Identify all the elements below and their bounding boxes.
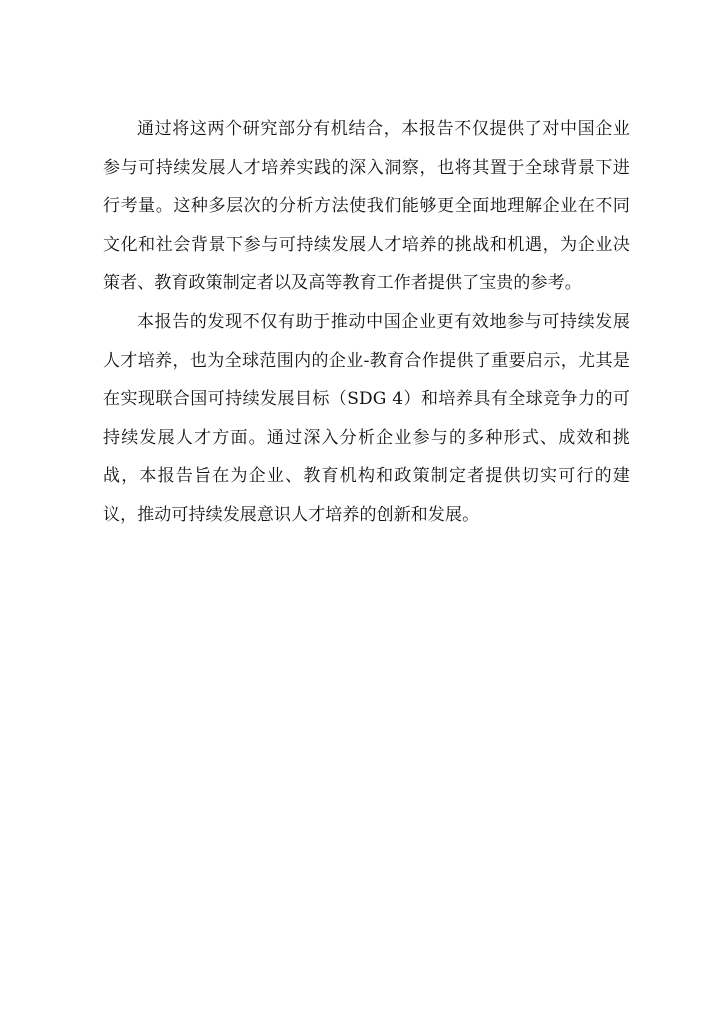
document-body xyxy=(103,110,630,535)
body-paragraph-2: 本报告的发现不仅有助于推动中国企业更有效地参与可持续发展人才培养，也为全球范围内的企业-教育合作提供了重要启示，尤其是在实现联合国可持续发展目标（SDG 4）和培养具有全球竞争力的可持续发展人才方面。通过深入分析企业参与的多种形式、成效和挑战，本报告旨在为企业、教育机构和政策制定者提供切实可行的建议，推动可持续发展意识人才培养的创新和发展。 xyxy=(103,311,630,525)
body-paragraph-1: 通过将这两个研究部分有机结合，本报告不仅提供了对中国企业参与可持续发展人才培养实践的深入洞察，也将其置于全球背景下进行考量。这种多层次的分析方法使我们能够更全面地理解企业在不同文化和社会背景下参与可持续发展人才培养的挑战和机遇，为企业决策者、教育政策制定者以及高等教育工作者提供了宝贵的参考。 xyxy=(103,119,630,294)
